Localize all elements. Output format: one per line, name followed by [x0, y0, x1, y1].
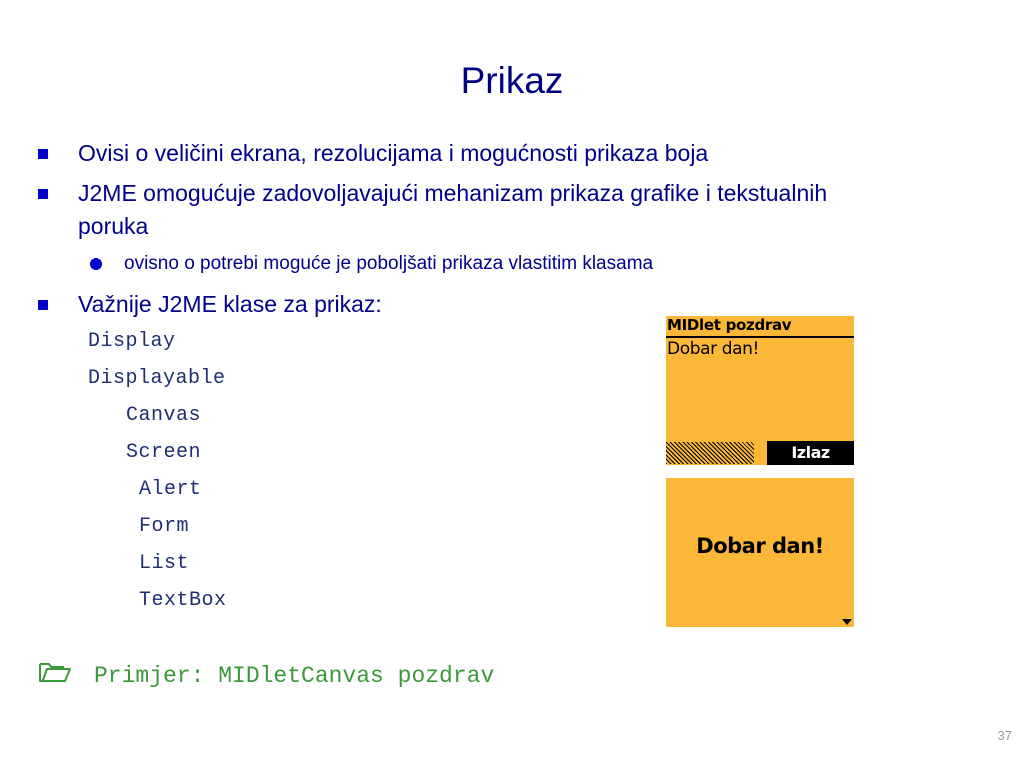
class-name-list: List [139, 552, 190, 575]
bullet-text: J2ME omogućuje zadovoljavajući mehanizam prikaza grafike i tekstualnih poruka [78, 180, 828, 239]
phone-screen-text-display [666, 316, 854, 465]
class-name-screen: Screen [126, 441, 202, 464]
phone-title-divider [666, 336, 854, 338]
sub-bullet-text: ovisno o potrebi moguće je poboljšati prikaza vlastitim klasama [124, 253, 654, 274]
class-name-alert: Alert [139, 478, 202, 501]
phone-screen-title: MIDlet pozdrav [667, 316, 792, 334]
class-name-form: Form [139, 515, 190, 538]
bullet-item [38, 177, 858, 243]
page-number: 37 [997, 728, 1012, 743]
class-name-canvas: Canvas [126, 404, 202, 427]
example-link[interactable] [38, 660, 494, 691]
phone-screen-body: Dobar dan! [667, 339, 759, 359]
sub-bullet-item [90, 253, 653, 275]
bullet-item [38, 288, 382, 321]
square-bullet-icon [38, 149, 48, 159]
square-bullet-icon [38, 300, 48, 310]
bullet-text: Ovisi o veličini ekrana, rezolucijama i mogućnosti prikaza boja [78, 140, 709, 166]
class-name-displayable: Displayable [88, 367, 226, 390]
scroll-down-arrow-icon [842, 619, 852, 625]
class-name-display: Display [88, 330, 176, 353]
class-name-textbox: TextBox [139, 589, 227, 612]
example-text: Primjer: MIDletCanvas pozdrav [94, 662, 495, 689]
bullet-text: Važnije J2ME klase za prikaz: [78, 291, 382, 317]
slide-title: Prikaz [460, 60, 564, 101]
round-bullet-icon [90, 258, 102, 270]
hatch-pattern [666, 442, 754, 464]
phone-canvas-text: Dobar dan! [696, 534, 824, 558]
square-bullet-icon [38, 189, 48, 199]
phone-screen-canvas-display [666, 478, 854, 627]
exit-softkey: Izlaz [767, 441, 854, 465]
bullet-item [38, 137, 708, 170]
folder-icon [38, 660, 72, 691]
phone-softkey-bar [666, 441, 854, 465]
